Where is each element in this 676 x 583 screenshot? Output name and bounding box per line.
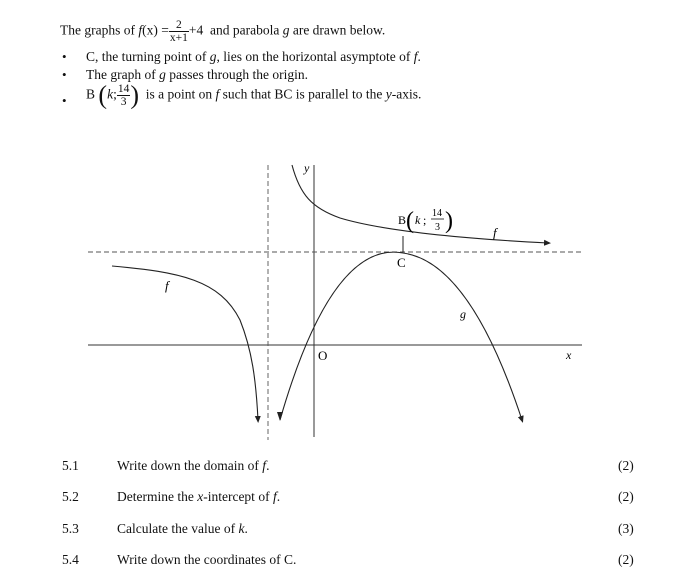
bullet-3-lparen: ( (98, 80, 108, 110)
intro-lead: The graphs of (60, 22, 135, 38)
question-1-pre: Write down the domain of (117, 458, 259, 473)
f-right-label: f (493, 225, 497, 240)
point-b-lparen: ( (406, 208, 414, 234)
question-2-post2: . (276, 489, 281, 504)
question-text (117, 458, 269, 474)
bullet-3-den: 3 (120, 96, 127, 108)
g-label: g (460, 307, 466, 321)
question-3-pre: Calculate the value of (117, 521, 236, 536)
point-b-den: 3 (435, 222, 440, 233)
bullet-3-post: is a point on (145, 86, 213, 102)
question-number: 5.2 (62, 489, 79, 504)
bullet-2-post: passes through the origin. (169, 67, 308, 82)
question-3-var: k (238, 521, 245, 536)
question-number: 5.3 (62, 521, 79, 536)
bullet-3-num: 14 (117, 83, 130, 95)
bullet-3-axis: y (385, 86, 392, 102)
question-number: 5.4 (62, 552, 79, 567)
bullet-1-var2: f (413, 49, 418, 64)
hyperbola-left-branch (112, 266, 258, 420)
turning-point-label: C (397, 255, 406, 270)
origin-label: O (318, 348, 328, 363)
bullet-3-sep: ; (113, 86, 117, 102)
point-b-sep: ; (423, 213, 427, 227)
parabola-g (280, 252, 522, 420)
question-marks: (3) (618, 521, 634, 536)
intro-frac-den: x+1 (169, 32, 188, 44)
bullet-3-rparen: ) (130, 80, 139, 110)
hyperbola-right-branch (292, 165, 548, 243)
bullet-1-post: . (417, 49, 421, 64)
question-text (117, 489, 280, 505)
bullet-1-pre: C, the turning point of (86, 49, 207, 64)
question-1-post: . (266, 458, 270, 473)
intro-func-name: f (138, 22, 143, 38)
point-b-k: k (415, 213, 421, 227)
f-left-label: f (165, 278, 169, 293)
intro-parabola-name: g (282, 22, 290, 38)
point-b-rparen: ) (445, 208, 453, 234)
intro-func-tail: +4 (188, 22, 204, 38)
bullet-3-point: B (86, 86, 96, 102)
question-2-pre: Determine the (117, 489, 194, 504)
point-b-num: 14 (432, 208, 442, 219)
x-axis-label: x (566, 348, 572, 362)
question-marks: (2) (618, 458, 634, 473)
intro-frac-num: 2 (169, 19, 189, 32)
question-2-var2: f (272, 489, 277, 504)
bullet-1-var: g (209, 49, 217, 64)
bullet-3-post3: -axis. (391, 86, 422, 102)
question-2-post: -intercept of (203, 489, 270, 504)
bullet-3-post2: such that BC is parallel to the (222, 86, 383, 102)
bullet-3-var: f (215, 86, 220, 102)
bullet-3-k: k (107, 86, 114, 102)
question-4-pre: Write down the coordinates of C. (117, 552, 297, 567)
intro-tail: and parabola (209, 22, 280, 38)
question-marks: (2) (618, 489, 634, 504)
parabola-g-start-arrow (277, 412, 283, 421)
bullet-dot: • (62, 67, 67, 82)
question-text (117, 552, 296, 568)
bullet-2-var: g (159, 67, 166, 82)
intro-func-lhs: (x) = (142, 22, 169, 38)
question-text (117, 521, 248, 537)
question-number: 5.1 (62, 458, 79, 473)
question-marks: (2) (618, 552, 634, 567)
question-3-post: . (244, 521, 248, 536)
question-1-var: f (262, 458, 267, 473)
question-2-var: x (197, 489, 204, 504)
y-axis-label: y (304, 161, 310, 175)
point-b-letter: B (398, 213, 407, 227)
bullet-2-pre: The graph of (86, 67, 156, 82)
intro-tail2: are drawn below. (292, 22, 386, 38)
bullet-dot: • (62, 49, 67, 64)
bullet-dot: • (62, 93, 67, 108)
bullet-1-mid: , lies on the horizontal asymptote of (216, 49, 411, 64)
